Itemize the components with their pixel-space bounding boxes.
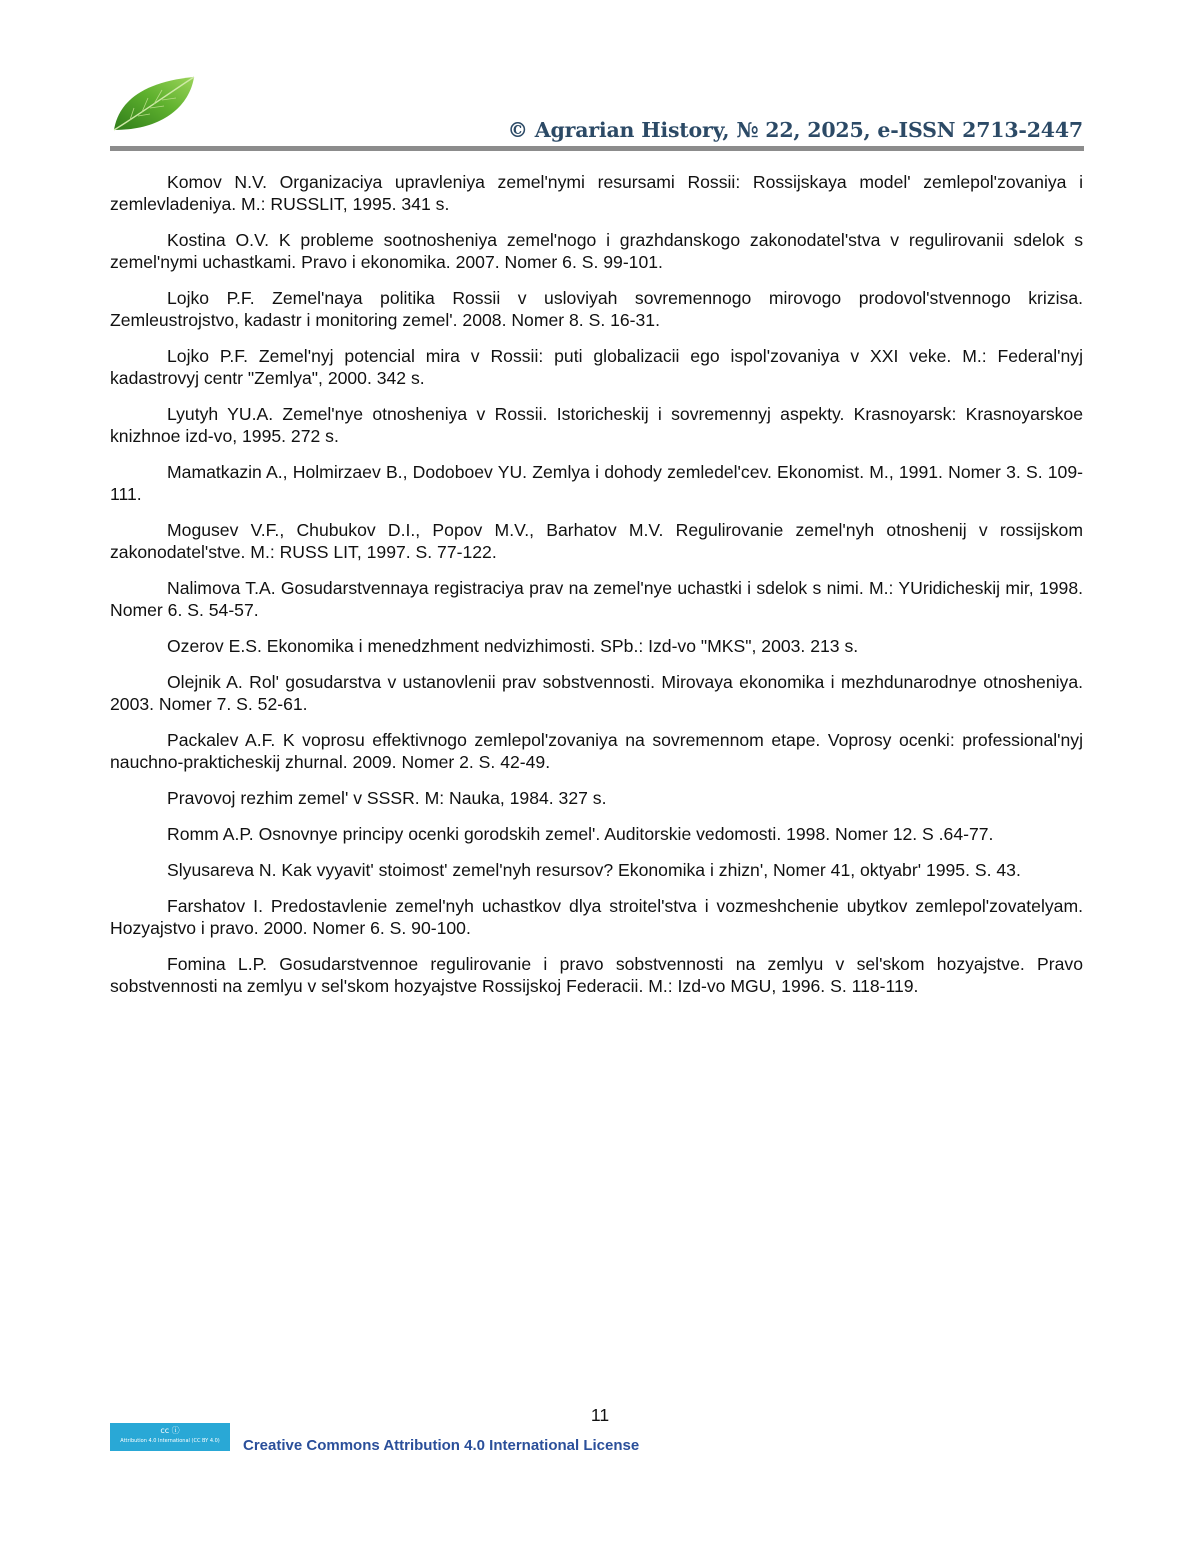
reference-item: Mogusev V.F., Chubukov D.I., Popov M.V., Barhatov M.V. Regulirovanie zemel'nyh otnoshenij v rossijskom zakonodatel'stve. M.: RUSS LIT, 1997. S. 77-122. [110, 520, 1083, 562]
reference-item: Lojko P.F. Zemel'nyj potencial mira v Rossii: puti globalizacii ego ispol'zovaniya v XXI veke. M.: Federal'nyj kadastrovyj centr "Zemlya", 2000. 342 s. [110, 346, 1083, 388]
reference-item: Packalev A.F. K voprosu effektivnogo zemlepol'zovaniya na sovremennom etape. Voprosy ocenki: professional'nyj nauchno-prakticheskij zhurnal. 2009. Nomer 2. S. 42-49. [110, 730, 1083, 772]
reference-item: Nalimova T.A. Gosudarstvennaya registraciya prav na zemel'nye uchastki i sdelok s nimi. M.: YUridicheskij mir, 1998. Nomer 6. S. 54-57. [110, 578, 1083, 620]
reference-item: Romm A.P. Osnovnye principy ocenki gorodskih zemel'. Auditorskie vedomosti. 1998. Nomer 12. S .64-77. [167, 824, 994, 844]
reference-item: Lyutyh YU.A. Zemel'nye otnosheniya v Rossii. Istoricheskij i sovremennyj aspekty. Krasnoyarsk: Krasnoyarskoe knizhnoe izd-vo, 1995. 272 s. [110, 404, 1083, 446]
reference-item: Mamatkazin A., Holmirzaev B., Dodoboev YU. Zemlya i dohody zemledel'cev. Ekonomist. M., 1991. Nomer 3. S. 109-111. [110, 462, 1083, 504]
reference-item: Slyusareva N. Kak vyyavit' stoimost' zemel'nyh resursov? Ekonomika i zhizn', Nomer 41, oktyabr' 1995. S. 43. [167, 860, 1021, 880]
reference-item: Olejnik A. Rol' gosudarstva v ustanovlenii prav sobstvennosti. Mirovaya ekonomika i mezhdunarodnye otnosheniya. 2003. Nomer 7. S. 52-61. [110, 672, 1083, 714]
journal-header: © Agrarian History, № 22, 2025, e-ISSN 2713-2447 [507, 118, 1083, 142]
cc-by-badge-icon[interactable] [110, 1423, 230, 1451]
reference-item: Farshatov I. Predostavlenie zemel'nyh uchastkov dlya stroitel'stva i vozmeshchenie ubytkov zemlepol'zovatelyam. Hozyajstvo i pravo. 2000. Nomer 6. S. 90-100. [110, 896, 1083, 938]
license-link[interactable]: Creative Commons Attribution 4.0 International License [243, 1437, 640, 1454]
reference-item: Fomina L.P. Gosudarstvennoe regulirovanie i pravo sobstvennosti na zemlyu v sel'skom hozyajstve. Pravo sobstvennosti na zemlyu v sel'skom hozyajstve Rossijskoj Federacii. M.: Izd-vo MGU, 1996. S. 118-119. [110, 954, 1083, 996]
cc-icons: cc ⓘ [160, 1426, 180, 1435]
header-divider [110, 146, 1084, 151]
reference-item: Komov N.V. Organizaciya upravleniya zemel'nymi resursami Rossii: Rossijskaya model' zemlepol'zovaniya i zemlevladeniya. M.: RUSSLIT, 1995. 341 s. [110, 172, 1083, 214]
reference-item: Kostina O.V. K probleme sootnosheniya zemel'nogo i grazhdanskogo zakonodatel'stva v regulirovanii sdelok s zemel'nymi uchastkami. Pravo i ekonomika. 2007. Nomer 6. S. 99-101. [110, 230, 1083, 272]
page-number: 11 [590, 1405, 610, 1425]
reference-list [110, 171, 1083, 1011]
reference-item: Pravovoj rezhim zemel' v SSSR. M: Nauka, 1984. 327 s. [167, 788, 607, 808]
reference-item: Ozerov E.S. Ekonomika i menedzhment nedvizhimosti. SPb.: Izd-vo "MKS", 2003. 213 s. [167, 636, 859, 656]
cc-badge-text: Attribution 4.0 International (CC BY 4.0) [120, 1438, 220, 1444]
reference-item: Lojko P.F. Zemel'naya politika Rossii v usloviyah sovremennogo mirovogo prodovol'stvennogo krizisa. Zemleustrojstvo, kadastr i monitoring zemel'. 2008. Nomer 8. S. 16-31. [110, 288, 1083, 330]
